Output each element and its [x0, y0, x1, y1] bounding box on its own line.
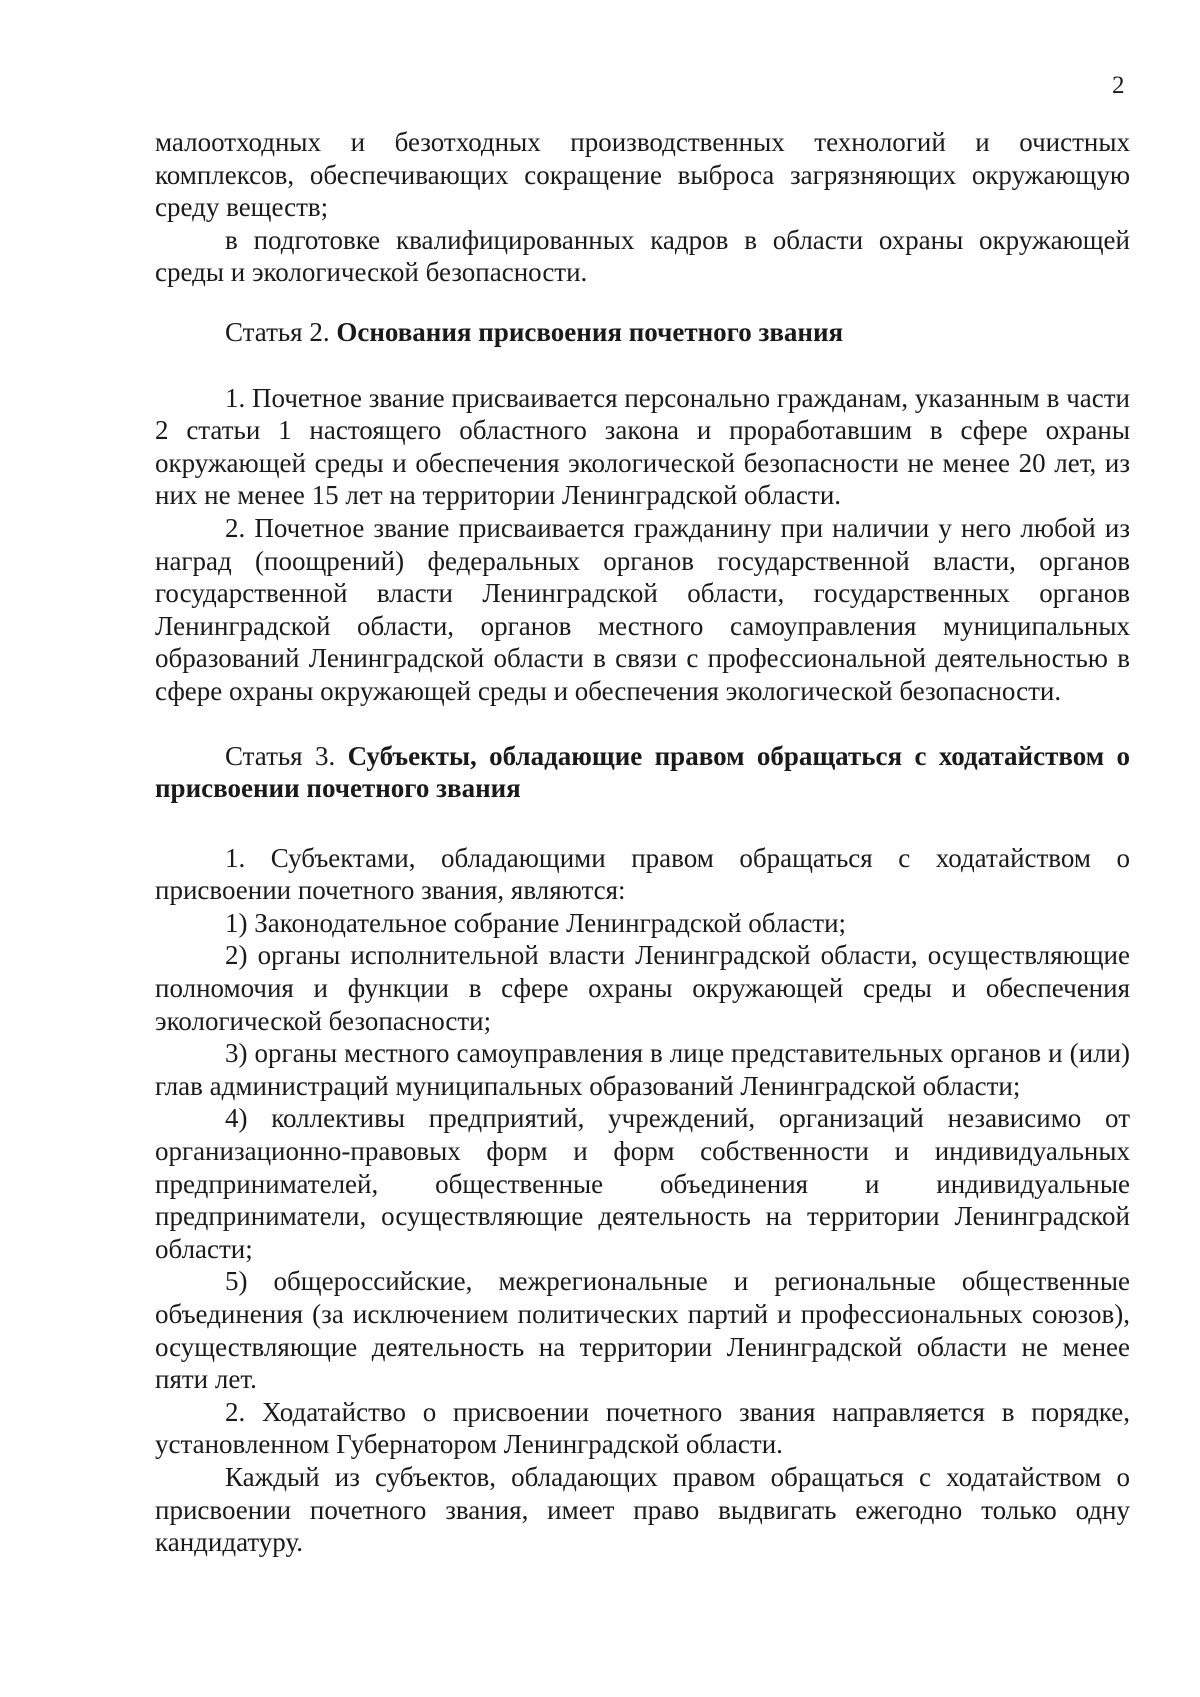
intro-paragraph-1: малоотходных и безотходных производственных технологий и очистных комплексов, обеспечивающих сокращение выброса загрязняющих окружающую среду веществ;: [155, 127, 1130, 223]
article-2-label: Статья 2.: [225, 316, 330, 347]
article-2-paragraph-2: 2. Почетное звание присваивается гражданину при наличии у него любой из наград (поощрений) федеральных органов государственной власти, органов государственной власти Ленинградской области, государственных органов Ленинградской области, органов местного самоуправления муниципальных образований Ленинградской области в связи с профессиональной деятельностью в сфере охраны окружающей среды и обеспечения экологической безопасности.: [155, 512, 1130, 706]
article-2-paragraph-1: 1. Почетное звание присваивается персонально гражданам, указанным в части 2 статьи 1 настоящего областного закона и проработавшим в сфере охраны окружающей среды и обеспечения экологической безопасности не менее 20 лет, из них не менее 15 лет на территории Ленинградской области.: [155, 382, 1130, 511]
intro-paragraph-2: в подготовке квалифицированных кадров в области охраны окружающей среды и экологической безопасности.: [155, 224, 1130, 288]
article-3-title: Субъекты, обладающие правом обращаться с ходатайством о присвоении почетного звания: [155, 740, 1131, 804]
article-3-list-item-4: 4) коллективы предприятий, учреждений, организаций независимо от организационно-правовых форм и форм собственности и индивидуальных предпринимателей, общественные объединения и индивидуальные предприниматели, осуществляющие деятельность на территории Ленинградской области;: [155, 1103, 1130, 1264]
article-3-list-item-5: 5) общероссийские, межрегиональные и региональные общественные объединения (за исключением политических партий и профессиональных союзов), осуществляющие деятельность на территории Ленинградской области не менее пяти лет.: [155, 1266, 1130, 1395]
article-3-paragraph-3: Каждый из субъектов, обладающих правом обращаться с ходатайством о присвоении почетного звания, имеет право выдвигать ежегодно только одну кандидатуру.: [155, 1461, 1130, 1558]
page-number: 2: [1112, 72, 1125, 99]
article-3-paragraph-1: 1. Субъектами, обладающими правом обращаться с ходатайством о присвоении почетного звания, являются:: [155, 842, 1130, 906]
article-3-list-item-3: 3) органы местного самоуправления в лице представительных органов и (или) глав администраций муниципальных образований Ленинградской области;: [155, 1038, 1130, 1101]
article-2-heading: [155, 316, 1130, 349]
article-3-label: Статья 3.: [225, 740, 336, 771]
article-3-list-item-2: 2) органы исполнительной власти Ленинградской области, осуществляющие полномочия и функции в сфере охраны окружающей среды и обеспечения экологической безопасности;: [155, 940, 1130, 1036]
article-3-paragraph-2: 2. Ходатайство о присвоении почетного звания направляется в порядке, установленном Губернатором Ленинградской области.: [155, 1396, 1130, 1460]
article-3-heading: [155, 740, 1130, 805]
document-body: [155, 126, 1130, 1559]
article-3-list-item-1: 1) Законодательное собрание Ленинградской области;: [225, 907, 847, 938]
article-2-title: Основания присвоения почетного звания: [336, 316, 844, 347]
